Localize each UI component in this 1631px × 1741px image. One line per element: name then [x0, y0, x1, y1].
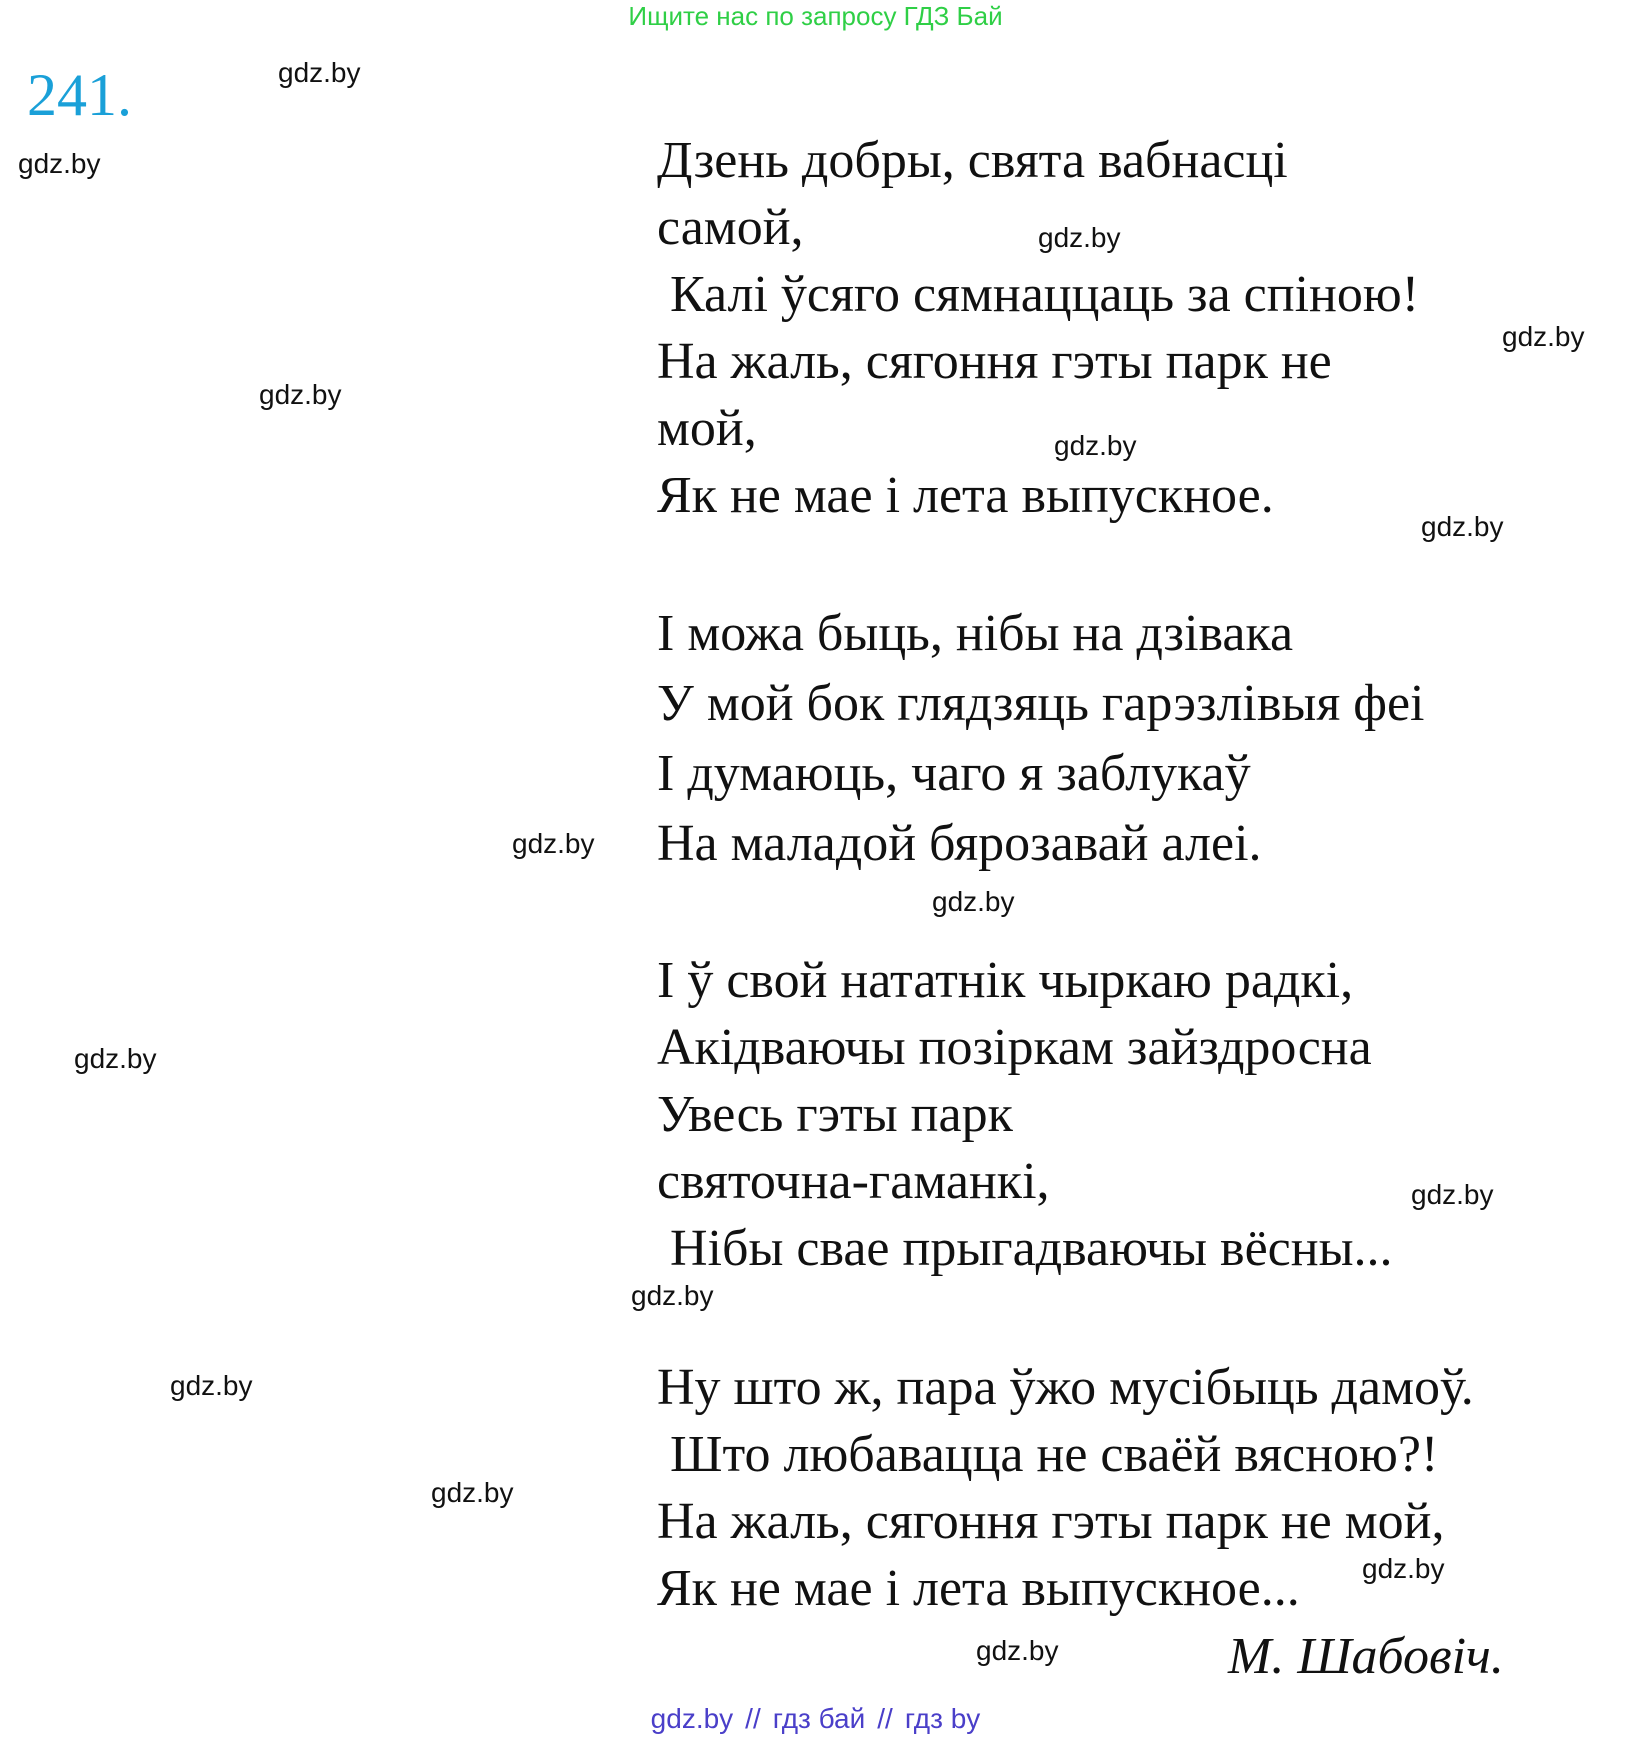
watermark: gdz.by — [74, 1043, 157, 1074]
watermark: gdz.by — [976, 1635, 1059, 1666]
watermark: gdz.by — [18, 148, 101, 179]
poem-line: У мой бок глядзяць гарэзлівыя феі — [657, 675, 1425, 732]
watermark: gdz.by — [1038, 222, 1121, 253]
poem-line: Калі ўсяго сямнаццаць за спіною! — [657, 266, 1420, 323]
poem-author: М. Шабовіч. — [1228, 1628, 1504, 1685]
poem-line: Як не мае і лета выпускное... — [657, 1560, 1300, 1617]
watermark: gdz.by — [932, 886, 1015, 917]
watermark: gdz.by — [1421, 511, 1504, 542]
watermark: gdz.by — [278, 57, 361, 88]
poem-line: мой, — [657, 400, 757, 457]
footer-separator: // — [745, 1703, 761, 1734]
poem-line: святочна-гаманкі, — [657, 1153, 1050, 1210]
footer-separator: // — [877, 1703, 893, 1734]
poem-line: На жаль, сягоння гэты парк не мой, — [657, 1493, 1445, 1550]
footer-link-gdz-by-cyr[interactable]: гдз by — [904, 1703, 981, 1734]
poem-line: Увесь гэты парк — [657, 1086, 1013, 1143]
watermark: gdz.by — [512, 828, 595, 859]
poem-line: Ну што ж, пара ўжо мусібыць дамоў. — [657, 1359, 1474, 1416]
poem-line: Як не мае і лета выпускное. — [657, 467, 1274, 524]
footer-link-gdz-bai[interactable]: гдз бай — [772, 1703, 866, 1734]
search-banner: Ищите нас по запросу ГДЗ Бай — [628, 1, 1003, 31]
poem-line: Нібы свае прыгадваючы вёсны... — [657, 1220, 1393, 1277]
footer-links — [0, 1702, 1631, 1736]
poem-line: Што любавацца не сваёй вясною?! — [657, 1426, 1439, 1483]
watermark: gdz.by — [1502, 321, 1585, 352]
poem-line: І можа быць, нібы на дзівака — [657, 605, 1294, 662]
watermark: gdz.by — [631, 1280, 714, 1311]
poem-line: Дзень добры, свята вабнасці — [657, 132, 1288, 189]
poem-line: Акідваючы позіркам зайздросна — [657, 1019, 1372, 1076]
exercise-number: 241. — [27, 62, 132, 128]
watermark: gdz.by — [259, 379, 342, 410]
watermark: gdz.by — [431, 1477, 514, 1508]
watermark: gdz.by — [1054, 430, 1137, 461]
poem-line: І думаюць, чаго я заблукаў — [657, 745, 1251, 802]
poem-line: На жаль, сягоння гэты парк не — [657, 333, 1332, 390]
poem-line: На маладой бярозавай алеі. — [657, 815, 1262, 872]
footer-link-gdz-by[interactable]: gdz.by — [650, 1703, 734, 1734]
poem-line: самой, — [657, 199, 804, 256]
watermark: gdz.by — [170, 1370, 253, 1401]
poem-line: І ў свой нататнік чыркаю радкі, — [657, 952, 1354, 1009]
watermark: gdz.by — [1362, 1553, 1445, 1584]
watermark: gdz.by — [1411, 1179, 1494, 1210]
